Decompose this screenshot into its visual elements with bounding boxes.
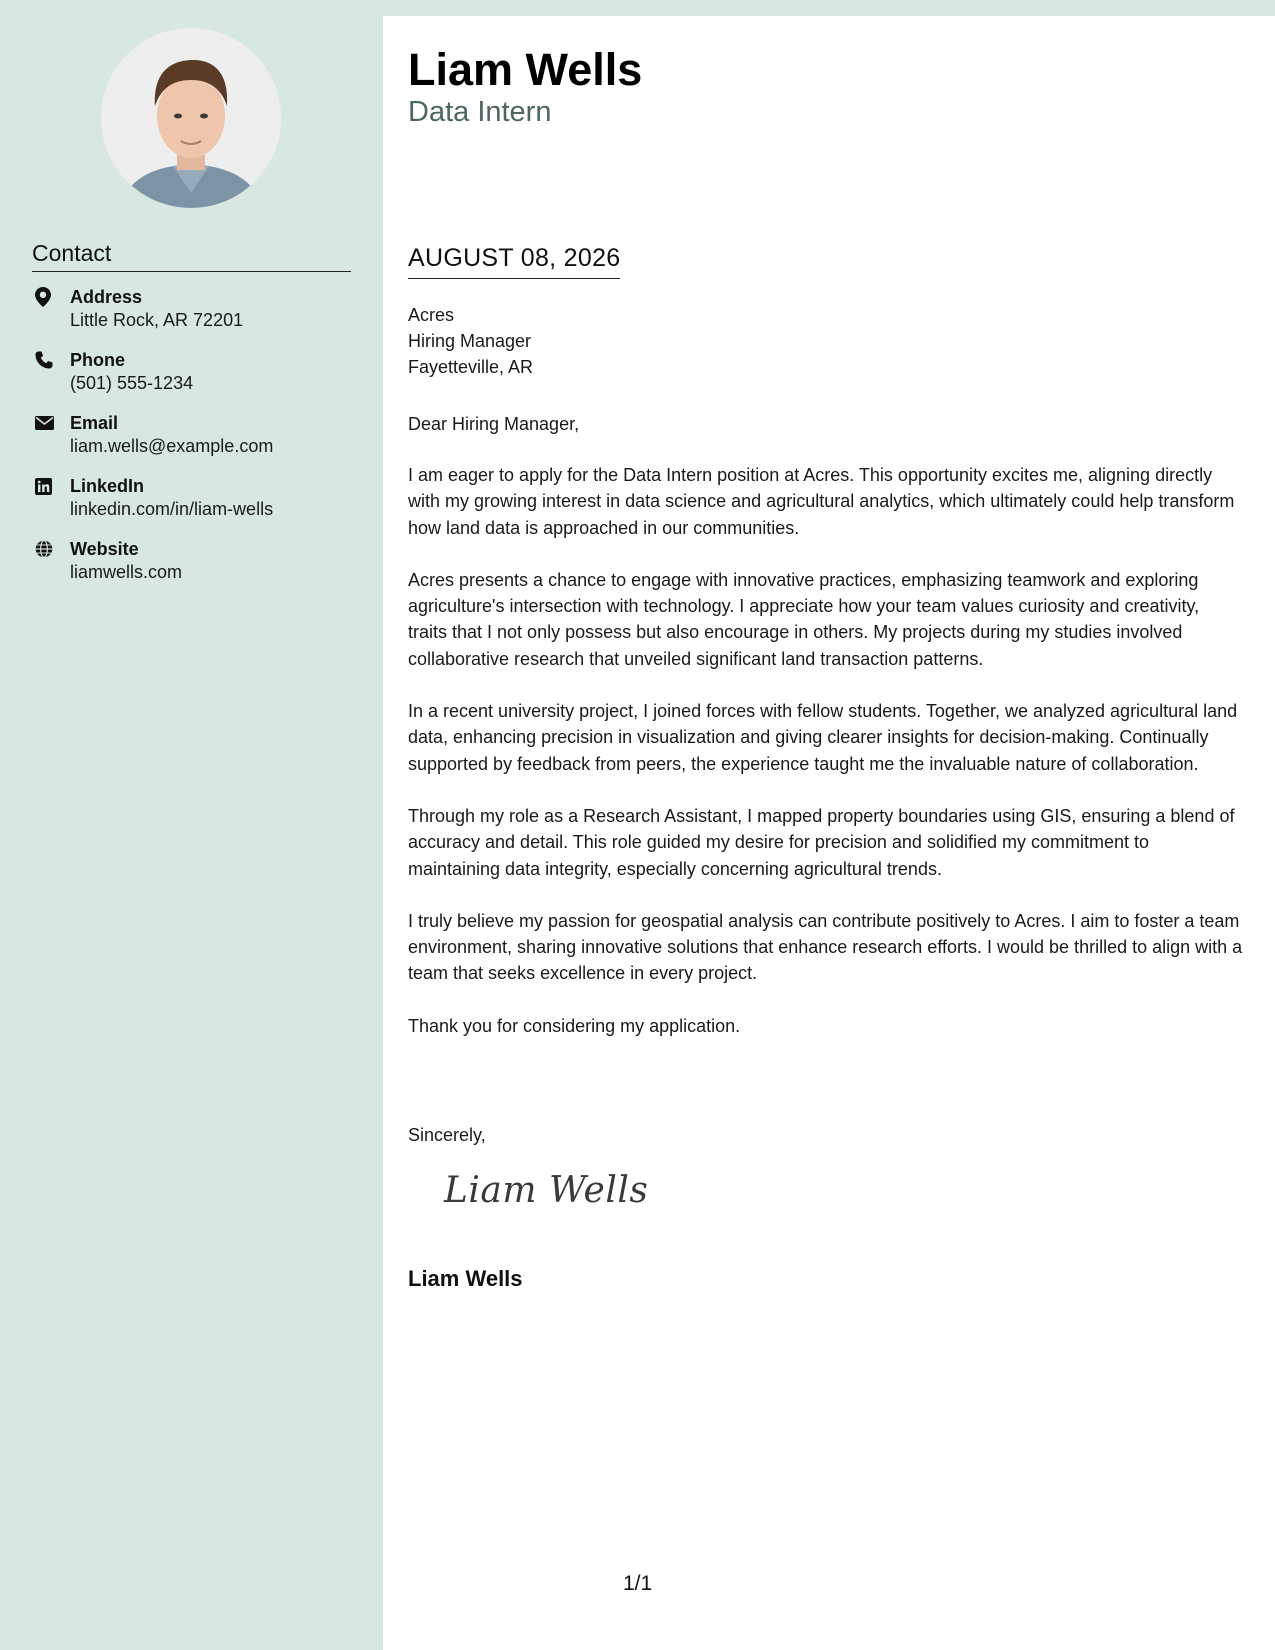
contact-item-website (32, 538, 362, 601)
signer-name: Liam Wells (408, 1266, 523, 1291)
phone-icon (32, 349, 70, 371)
recipient-company: Acres (408, 305, 455, 325)
body-paragraph: I am eager to apply for the Data Intern position at Acres. This opportunity excites me, aligning directly with my growing interest in data science and agricultural analytics, which ultimately could help transform how land data is approached in our communities. (408, 465, 1235, 538)
contact-item-address (32, 286, 362, 349)
closing: Sincerely, (408, 1125, 486, 1145)
salutation: Dear Hiring Manager, (408, 414, 580, 434)
contact-heading: Contact (32, 240, 351, 272)
email-value[interactable]: liam.wells@example.com (70, 436, 274, 456)
body-paragraph: I truly believe my passion for geospatial analysis can contribute positively to Acres. I aim to foster a team environment, sharing innovative solutions that enhance research efforts. I would be thrilled to align with a team that seeks excellence in every project. (408, 910, 1243, 984)
contact-label: LinkedIn (70, 476, 145, 496)
sidebar (0, 0, 383, 1650)
globe-icon (32, 538, 70, 560)
signature: Liam Wells (444, 1170, 649, 1211)
phone-value[interactable]: (501) 555-1234 (70, 373, 194, 393)
page-number: 1/1 (623, 1572, 653, 1595)
body-paragraph: In a recent university project, I joined forces with fellow students. Together, we analyzed agricultural land data, enhancing precision in visualization and giving clearer insights for decision-making. Continually supported by feedback from peers, the experience taught me the invaluable nature of collaboration. (408, 701, 1238, 774)
contact-label: Website (70, 539, 139, 559)
contact-label: Address (70, 287, 143, 307)
contact-list (32, 286, 362, 601)
contact-item-phone (32, 349, 362, 412)
body-paragraph: Through my role as a Research Assistant, I mapped property boundaries using GIS, ensuring a blend of accuracy and detail. This role guided my desire for precision and solidified my commitment to maintaining data integrity, especially concerning agricultural trends. (408, 805, 1235, 879)
contact-item-linkedin (32, 475, 362, 538)
candidate-title: Data Intern (408, 96, 552, 128)
address-value: Little Rock, AR 72201 (70, 310, 244, 330)
body-paragraph: Thank you for considering my application. (408, 1015, 741, 1036)
contact-label: Email (70, 413, 119, 433)
body-paragraph: Acres presents a chance to engage with innovative practices, emphasizing teamwork and exploring agriculture's intersection with technology. I appreciate how your team values curiosity and creativity, traits that I not only possess but also encourage in others. My projects during my studies involved collaborative research that unveiled significant land transaction patterns. (408, 569, 1200, 669)
contact-label: Phone (70, 350, 126, 370)
recipient-role: Hiring Manager (408, 331, 532, 351)
linkedin-icon (32, 475, 70, 497)
profile-photo (101, 28, 281, 208)
letter-date: AUGUST 08, 2026 (408, 244, 620, 279)
letter-body (408, 462, 1243, 1065)
envelope-icon (32, 412, 70, 434)
recipient-location: Fayetteville, AR (408, 357, 534, 377)
candidate-name: Liam Wells (408, 44, 643, 95)
website-value[interactable]: liamwells.com (70, 562, 183, 582)
contact-item-email (32, 412, 362, 475)
recipient-block (408, 302, 533, 380)
linkedin-value[interactable]: linkedin.com/in/liam-wells (70, 499, 274, 519)
map-pin-icon (32, 286, 70, 308)
